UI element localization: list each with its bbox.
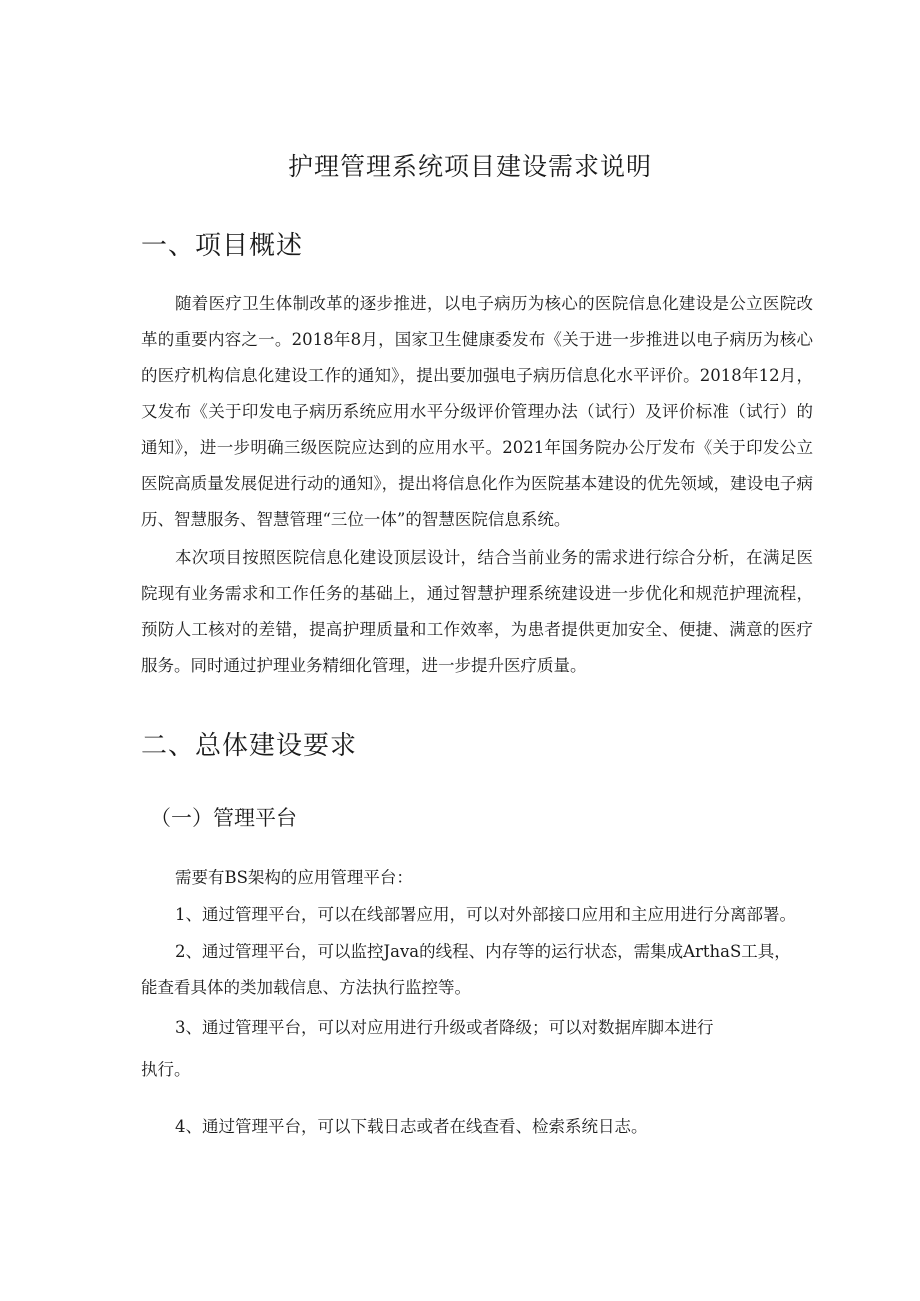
overview-paragraph-1: 随着医疗卫生体制改革的逐步推进，以电子病历为核心的医院信息化建设是公立医院改革的重要内容之一。2018年8月，国家卫生健康委发布《关于进一步推进以电子病历为核心的医疗机构信息化建设工作的通知》，提出要加强电子病历信息化水平评价。2018年12月，又发布《关于印发电子病历系统应用水平分级评价管理办法（试行）及评价标准（试行）的通知》，进一步明确三级医院应达到的应用水平。2021年国务院办公厅发布《关于印发公立医院高质量发展促进行动的通知》，提出将信息化作为医院基本建设的优先领域，建设电子病历、智慧服务、智慧管理“三位一体”的智慧医院信息系统。 [141, 294, 813, 529]
section-heading-overview: 一、项目概述 [141, 231, 304, 261]
platform-item-2-line-2: 能查看具体的类加载信息、方法执行监控等。 [141, 978, 471, 997]
platform-item-1: 1、通过管理平台，可以在线部署应用，可以对外部接口应用和主应用进行分离部署。 [175, 905, 796, 924]
platform-intro: 需要有BS架构的应用管理平台： [175, 868, 413, 887]
platform-item-3-line-2: 执行。 [141, 1060, 191, 1079]
overview-paragraph-2: 本次项目按照医院信息化建设顶层设计，结合当前业务的需求进行综合分析，在满足医院现有业务需求和工作任务的基础上，通过智慧护理系统建设进一步优化和规范护理流程，预防人工核对的差错，提高护理质量和工作效率，为患者提供更加安全、便捷、满意的医疗服务。同时通过护理业务精细化管理，进一步提升医疗质量。 [141, 548, 813, 675]
platform-item-2-line-1: 2、通过管理平台，可以监控Java的线程、内存等的运行状态，需集成ArthaS工具， [175, 942, 791, 961]
document-title: 护理管理系统项目建设需求说明 [287, 152, 652, 181]
subsection-heading-management-platform: （一）管理平台 [150, 806, 297, 830]
platform-item-4: 4、通过管理平台，可以下载日志或者在线查看、检索系统日志。 [175, 1117, 648, 1136]
section-heading-requirements: 二、总体建设要求 [141, 731, 358, 761]
platform-item-3-line-1: 3、通过管理平台，可以对应用进行升级或者降级；可以对数据库脚本进行 [175, 1018, 714, 1037]
